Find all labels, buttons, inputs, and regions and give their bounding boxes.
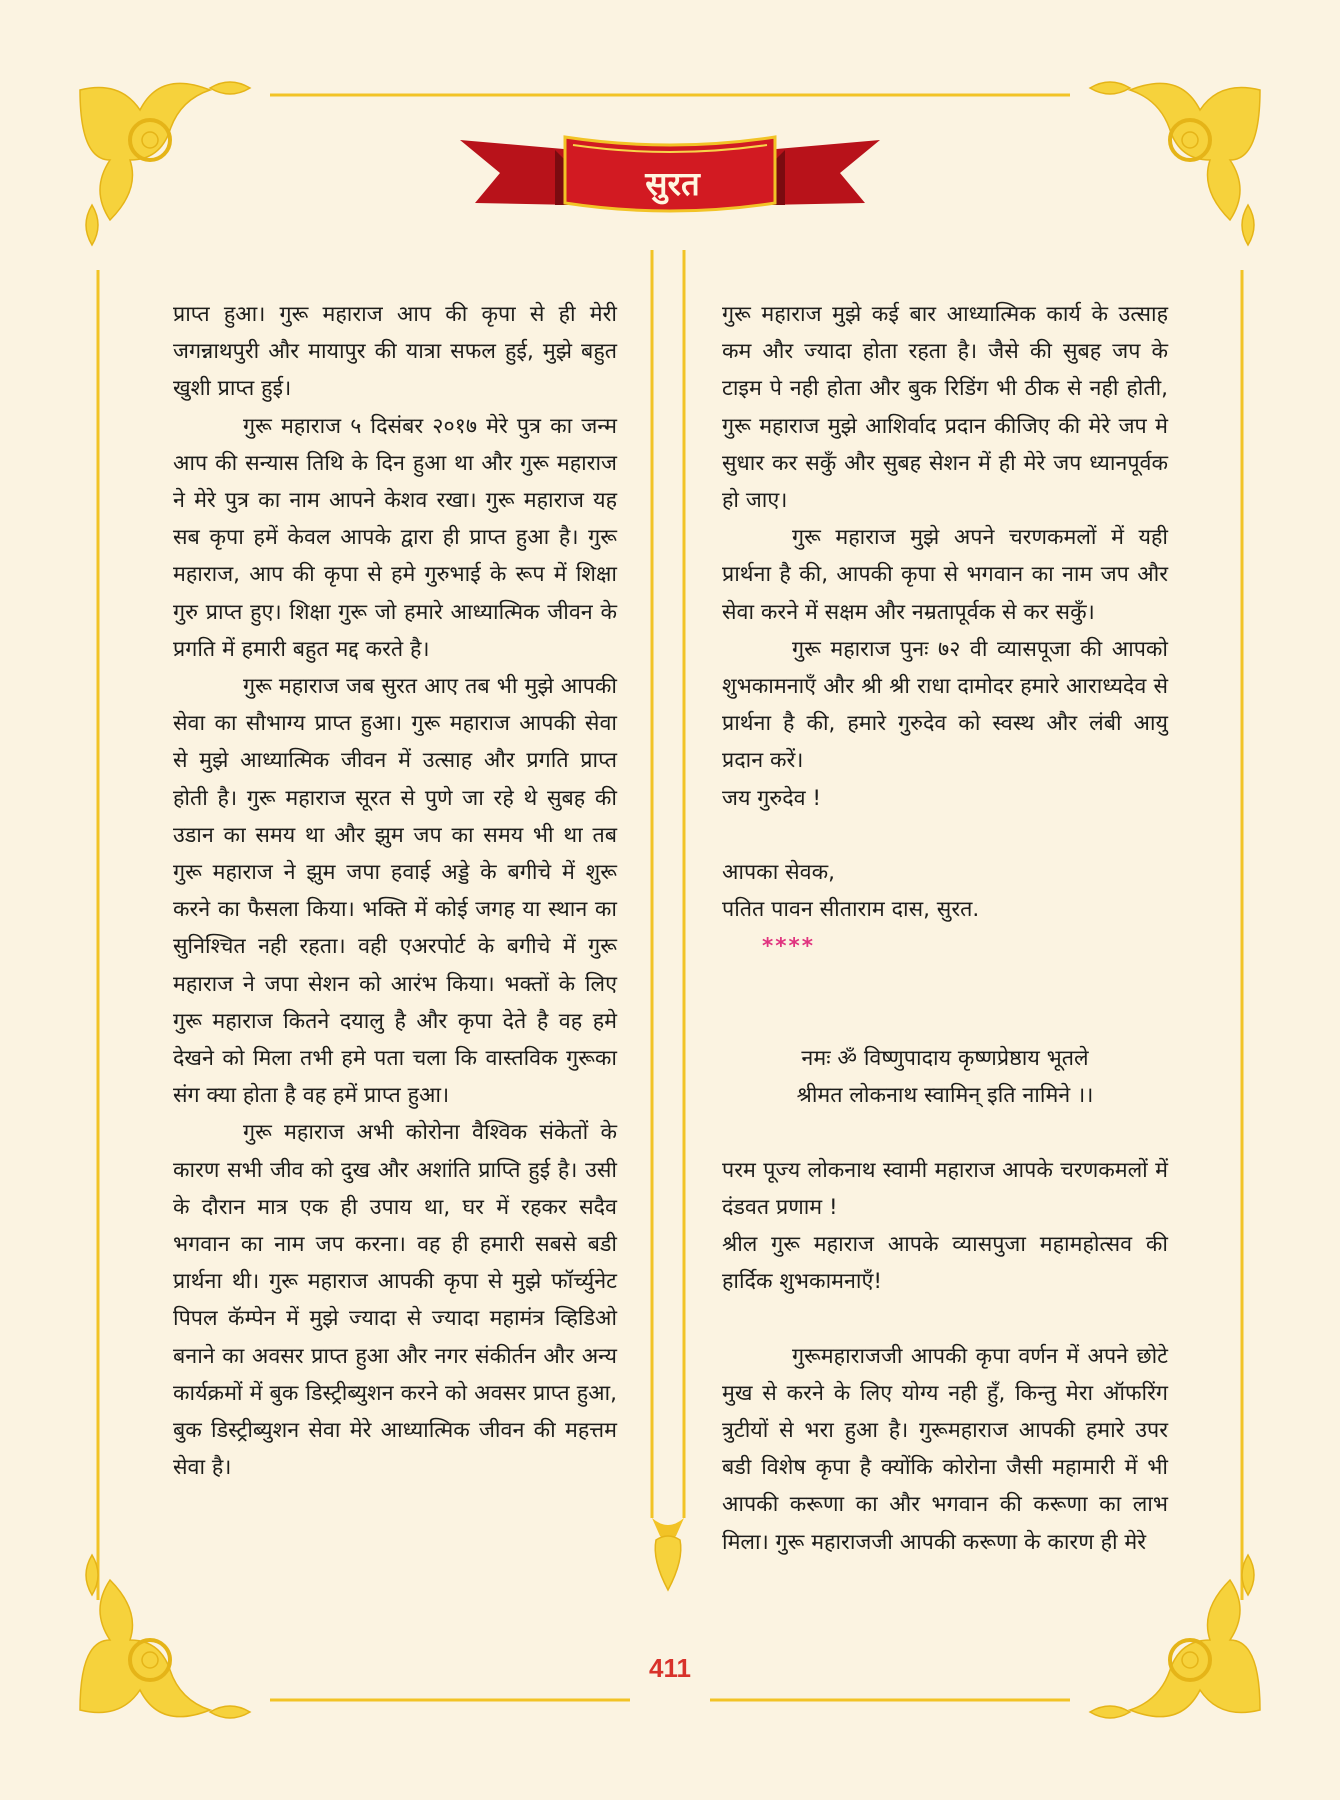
paragraph: प्राप्त हुआ। गुरू महाराज आप की कृपा से ही मेरी जगन्नाथपुरी और मायापुर की यात्रा सफल हुई, मुझे बहुत खुशी प्राप्त हुई। xyxy=(173,302,617,402)
right-text-column xyxy=(722,296,1168,1561)
closing-line: जय गुरुदेव ! xyxy=(722,785,822,811)
section-separator: **** xyxy=(762,934,815,960)
left-text-column xyxy=(173,296,617,1487)
column-divider xyxy=(652,250,684,1590)
signoff-name: पतित पावन सीताराम दास, सुरत. xyxy=(722,897,980,923)
page-title: सुरत xyxy=(645,164,700,203)
paragraph: गुरू महाराज मुझे कई बार आध्यात्मिक कार्य के उत्साह कम और ज्यादा होता रहता है। जैसे की सुबह जप के टाइम पे नही होता और बुक रिडिंग भी ठीक से नही होती, गुरू महाराज मुझे आशिर्वाद प्रदान कीजिए की मेरे जप मे सुधार कर सकुँ और सुबह सेशन में ही मेरे जप ध्यानपूर्वक हो जाए। xyxy=(722,302,1168,514)
paragraph: गुरू महाराज मुझे अपने चरणकमलों में यही प्रार्थना है की, आपकी कृपा से भगवान का नाम जप और सेवा करने में सक्षम और नम्रतापूर्वक से कर सकुँ। xyxy=(722,525,1168,625)
paragraph: गुरूमहाराजजी आपकी कृपा वर्णन में अपने छोटे मुख से करने के लिए योग्य नही हुँ, किन्तु मेरा ऑफरिंग त्रुटीयों से भरा हुआ है। गुरूमहाराज आपकी हमारे उपर बडी विशेष कृपा है क्योंकि कोरोना जैसी महामारी में भी आपकी करूणा का और भगवान की करूणा का लाभ मिला। गुरू महाराजजी आपकी करूणा के कारण ही मेरे xyxy=(722,1343,1168,1555)
corner-ornament-bottom-right xyxy=(1090,1555,1260,1718)
greeting-line: श्रील गुरू महाराज आपके व्यासपुजा महामहोत्सव की हार्दिक शुभकामनाएँ! xyxy=(722,1232,1168,1295)
paragraph: गुरू महाराज पुनः ७२ वी व्यासपूजा की आपको शुभकामनाएँ और श्री श्री राधा दामोदर हमारे आराध्यदेव से प्रार्थना है की, हमारे गुरुदेव को स्वस्थ और लंबी आयु प्रदान करें। xyxy=(722,636,1168,774)
mantra-line: नमः ॐ विष्णुपादाय कृष्णप्रेष्ठाय भूतले xyxy=(801,1046,1089,1072)
signoff-line: आपका सेवक, xyxy=(722,860,835,886)
paragraph: गुरू महाराज जब सुरत आए तब भी मुझे आपकी सेवा का सौभाग्य प्राप्त हुआ। गुरू महाराज आपकी सेवा से मुझे आध्यात्मिक जीवन में उत्साह और प्रगति प्राप्त होती है। गुरू महाराज सूरत से पुणे जा रहे थे सुबह की उडान का समय था और झुम जप का समय भी था तब गुरू महाराज ने झुम जपा हवाई अड्डे के बगीचे में शुरू करने का फैसला किया। भक्ति में कोई जगह या स्थान का सुनिश्चित नही रहता। वही एअरपोर्ट के बगीचे में गुरू महाराज ने जपा सेशन को आरंभ किया। भक्तों के लिए गुरू महाराज कितने दयालु है और कृपा देते है वह हमे देखने को मिला तभी हमे पता चला कि वास्तविक गुरूका संग क्या होता है वह हमें प्राप्त हुआ। xyxy=(173,674,617,1109)
page-number: 411 xyxy=(649,1653,691,1683)
paragraph: गुरू महाराज ५ दिसंबर २०१७ मेरे पुत्र का जन्म आप की सन्यास तिथि के दिन हुआ था और गुरू महाराज ने मेरे पुत्र का नाम आपने केशव रखा। गुरू महाराज यह सब कृपा हमें केवल आपके द्वारा ही प्राप्त हुआ है। गुरू महाराज, आप की कृपा से हमे गुरुभाई के रूप में शिक्षा गुरु प्राप्त हुए। शिक्षा गुरू जो हमारे आध्यात्मिक जीवन के प्रगति में हमारी बहुत मद्द करते है। xyxy=(173,413,617,662)
corner-ornament-top-right xyxy=(1090,82,1260,245)
corner-ornament-top-left xyxy=(80,82,250,245)
mantra-line: श्रीमत लोकनाथ स्वामिन् इति नामिने ।। xyxy=(796,1083,1094,1109)
paragraph: गुरू महाराज अभी कोरोना वैश्विक संकेतों के कारण सभी जीव को दुख और अशांति प्राप्ति हुई है। उसी के दौरान मात्र एक ही उपाय था, घर में रहकर सदैव भगवान का नाम जप करना। वह ही हमारी सबसे बडी प्रार्थना थी। गुरू महाराज आपकी कृपा से मुझे फॉर्च्युनेट पिपल कॅम्पेन में मुझे ज्यादा से ज्यादा महामंत्र व्हिडिओ बनाने का अवसर प्राप्त हुआ और नगर संकीर्तन और अन्य कार्यक्रमों में बुक डिस्ट्रीब्युशन करने को अवसर प्राप्त हुआ, बुक डिस्ट्रीब्युशन सेवा मेरे आध्यात्मिक जीवन की महत्तम सेवा है। xyxy=(173,1120,617,1481)
corner-ornament-bottom-left xyxy=(80,1555,250,1718)
greeting-line: परम पूज्य लोकनाथ स्वामी महाराज आपके चरणकमलों में दंडवत प्रणाम ! xyxy=(722,1157,1168,1220)
